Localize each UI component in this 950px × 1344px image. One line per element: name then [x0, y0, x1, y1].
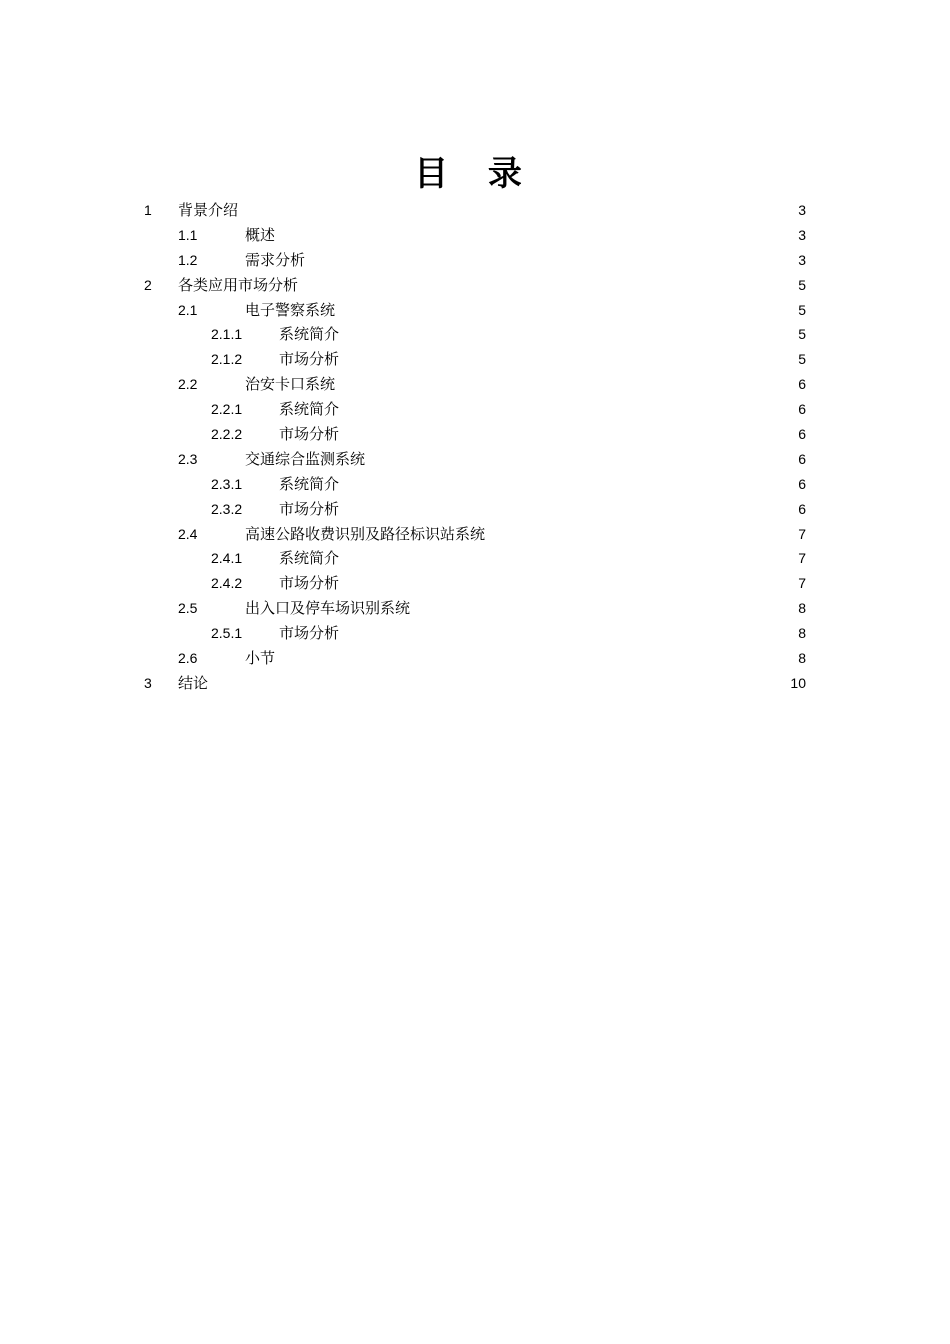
toc-entry-page-number: 7	[798, 550, 806, 567]
toc-entry[interactable]	[144, 422, 806, 447]
toc-entry-number: 2.1	[178, 301, 198, 318]
toc-entry-number: 2.5.1	[211, 625, 243, 642]
toc-entry-page-number: 10	[790, 674, 806, 691]
toc-entry-title: 出入口及停车场识别系统	[245, 599, 411, 618]
toc-entry-title: 高速公路收费识别及路径标识站系统	[245, 524, 486, 543]
toc-entry-number: 1.2	[178, 251, 198, 268]
toc-entry-number: 2.6	[178, 650, 198, 667]
toc-entry-page-number: 3	[798, 202, 806, 218]
toc-entry-number: 2.4	[178, 525, 198, 542]
toc-entry-page-number: 8	[798, 625, 806, 642]
toc-entry-number: 2.3.1	[211, 475, 243, 492]
toc-entry-title: 需求分析	[245, 250, 306, 269]
toc-entry-title: 电子警察系统	[245, 300, 336, 319]
toc-entry-page-number: 6	[798, 500, 806, 517]
toc-entry-title: 市场分析	[279, 425, 340, 444]
toc-entry-number: 2.4.1	[211, 550, 243, 567]
toc-entry-page-number: 7	[798, 525, 806, 542]
toc-entry[interactable]	[144, 546, 806, 571]
toc-entry-title: 系统简介	[279, 325, 340, 344]
toc-entry[interactable]	[144, 571, 806, 596]
toc-entry-number: 2.1.2	[211, 351, 243, 368]
toc-entry[interactable]	[144, 347, 806, 372]
toc-entry-page-number: 8	[798, 600, 806, 617]
toc-entry-page-number: 3	[798, 226, 806, 243]
toc-entry-number: 2.3.2	[211, 500, 243, 517]
toc-entry[interactable]	[144, 198, 806, 223]
toc-entry-page-number: 3	[798, 251, 806, 268]
toc-entry-page-number: 5	[798, 326, 806, 343]
toc-entry[interactable]	[144, 298, 806, 323]
toc-entry-title: 小节	[245, 649, 276, 668]
toc-entry-title: 系统简介	[279, 474, 340, 493]
toc-entry-page-number: 6	[798, 401, 806, 418]
toc-entry[interactable]	[144, 497, 806, 522]
toc-entry[interactable]	[144, 397, 806, 422]
toc-entry[interactable]	[144, 223, 806, 248]
toc-entry-page-number: 5	[798, 301, 806, 318]
toc-entry-title: 系统简介	[279, 400, 340, 419]
toc-entry-number: 1.1	[178, 226, 198, 243]
toc-entry-page-number: 6	[798, 450, 806, 467]
toc-entry-number: 2.5	[178, 600, 198, 617]
toc-entry[interactable]	[144, 671, 806, 696]
toc-entry[interactable]	[144, 273, 806, 298]
toc-entry-page-number: 5	[798, 351, 806, 368]
toc-entry[interactable]	[144, 372, 806, 397]
toc-entry-number: 2.3	[178, 450, 198, 467]
toc-entry-title: 交通综合监测系统	[245, 449, 366, 468]
toc-entry-page-number: 7	[798, 575, 806, 592]
toc-entry[interactable]	[144, 248, 806, 273]
toc-entry-number: 3	[144, 674, 152, 691]
toc-entry-title: 市场分析	[279, 350, 340, 369]
toc-entry[interactable]	[144, 621, 806, 646]
toc-entry-number: 2.2.2	[211, 426, 243, 443]
toc-entry-title: 背景介绍	[178, 201, 239, 219]
page-title: 目 录	[414, 154, 536, 194]
toc-entry-number: 2.1.1	[211, 326, 243, 343]
toc-entry-title: 系统简介	[279, 549, 340, 568]
toc-entry-number: 2.4.2	[211, 575, 243, 592]
toc-entry-title: 市场分析	[279, 499, 340, 518]
toc-entry[interactable]	[144, 472, 806, 497]
toc-entry-number: 2.2.1	[211, 401, 243, 418]
toc-entry-title: 市场分析	[279, 624, 340, 643]
toc-entry[interactable]	[144, 447, 806, 472]
toc-entry-number: 1	[144, 202, 152, 218]
toc-entry-page-number: 8	[798, 650, 806, 667]
toc-entry-title: 市场分析	[279, 574, 340, 593]
toc-entry-number: 2.2	[178, 376, 198, 393]
toc-entry-title: 各类应用市场分析	[178, 275, 299, 294]
toc-entry[interactable]	[144, 646, 806, 671]
toc-entry-page-number: 5	[798, 276, 806, 293]
toc-entry[interactable]	[144, 322, 806, 347]
table-of-contents	[144, 198, 806, 696]
toc-entry-title: 治安卡口系统	[245, 375, 336, 394]
toc-entry-page-number: 6	[798, 376, 806, 393]
toc-entry[interactable]	[144, 596, 806, 621]
toc-entry-title: 概述	[245, 225, 276, 244]
toc-entry-page-number: 6	[798, 475, 806, 492]
toc-entry-title: 结论	[178, 673, 209, 692]
toc-entry-page-number: 6	[798, 426, 806, 443]
toc-entry-number: 2	[144, 276, 152, 293]
toc-entry[interactable]	[144, 522, 806, 547]
